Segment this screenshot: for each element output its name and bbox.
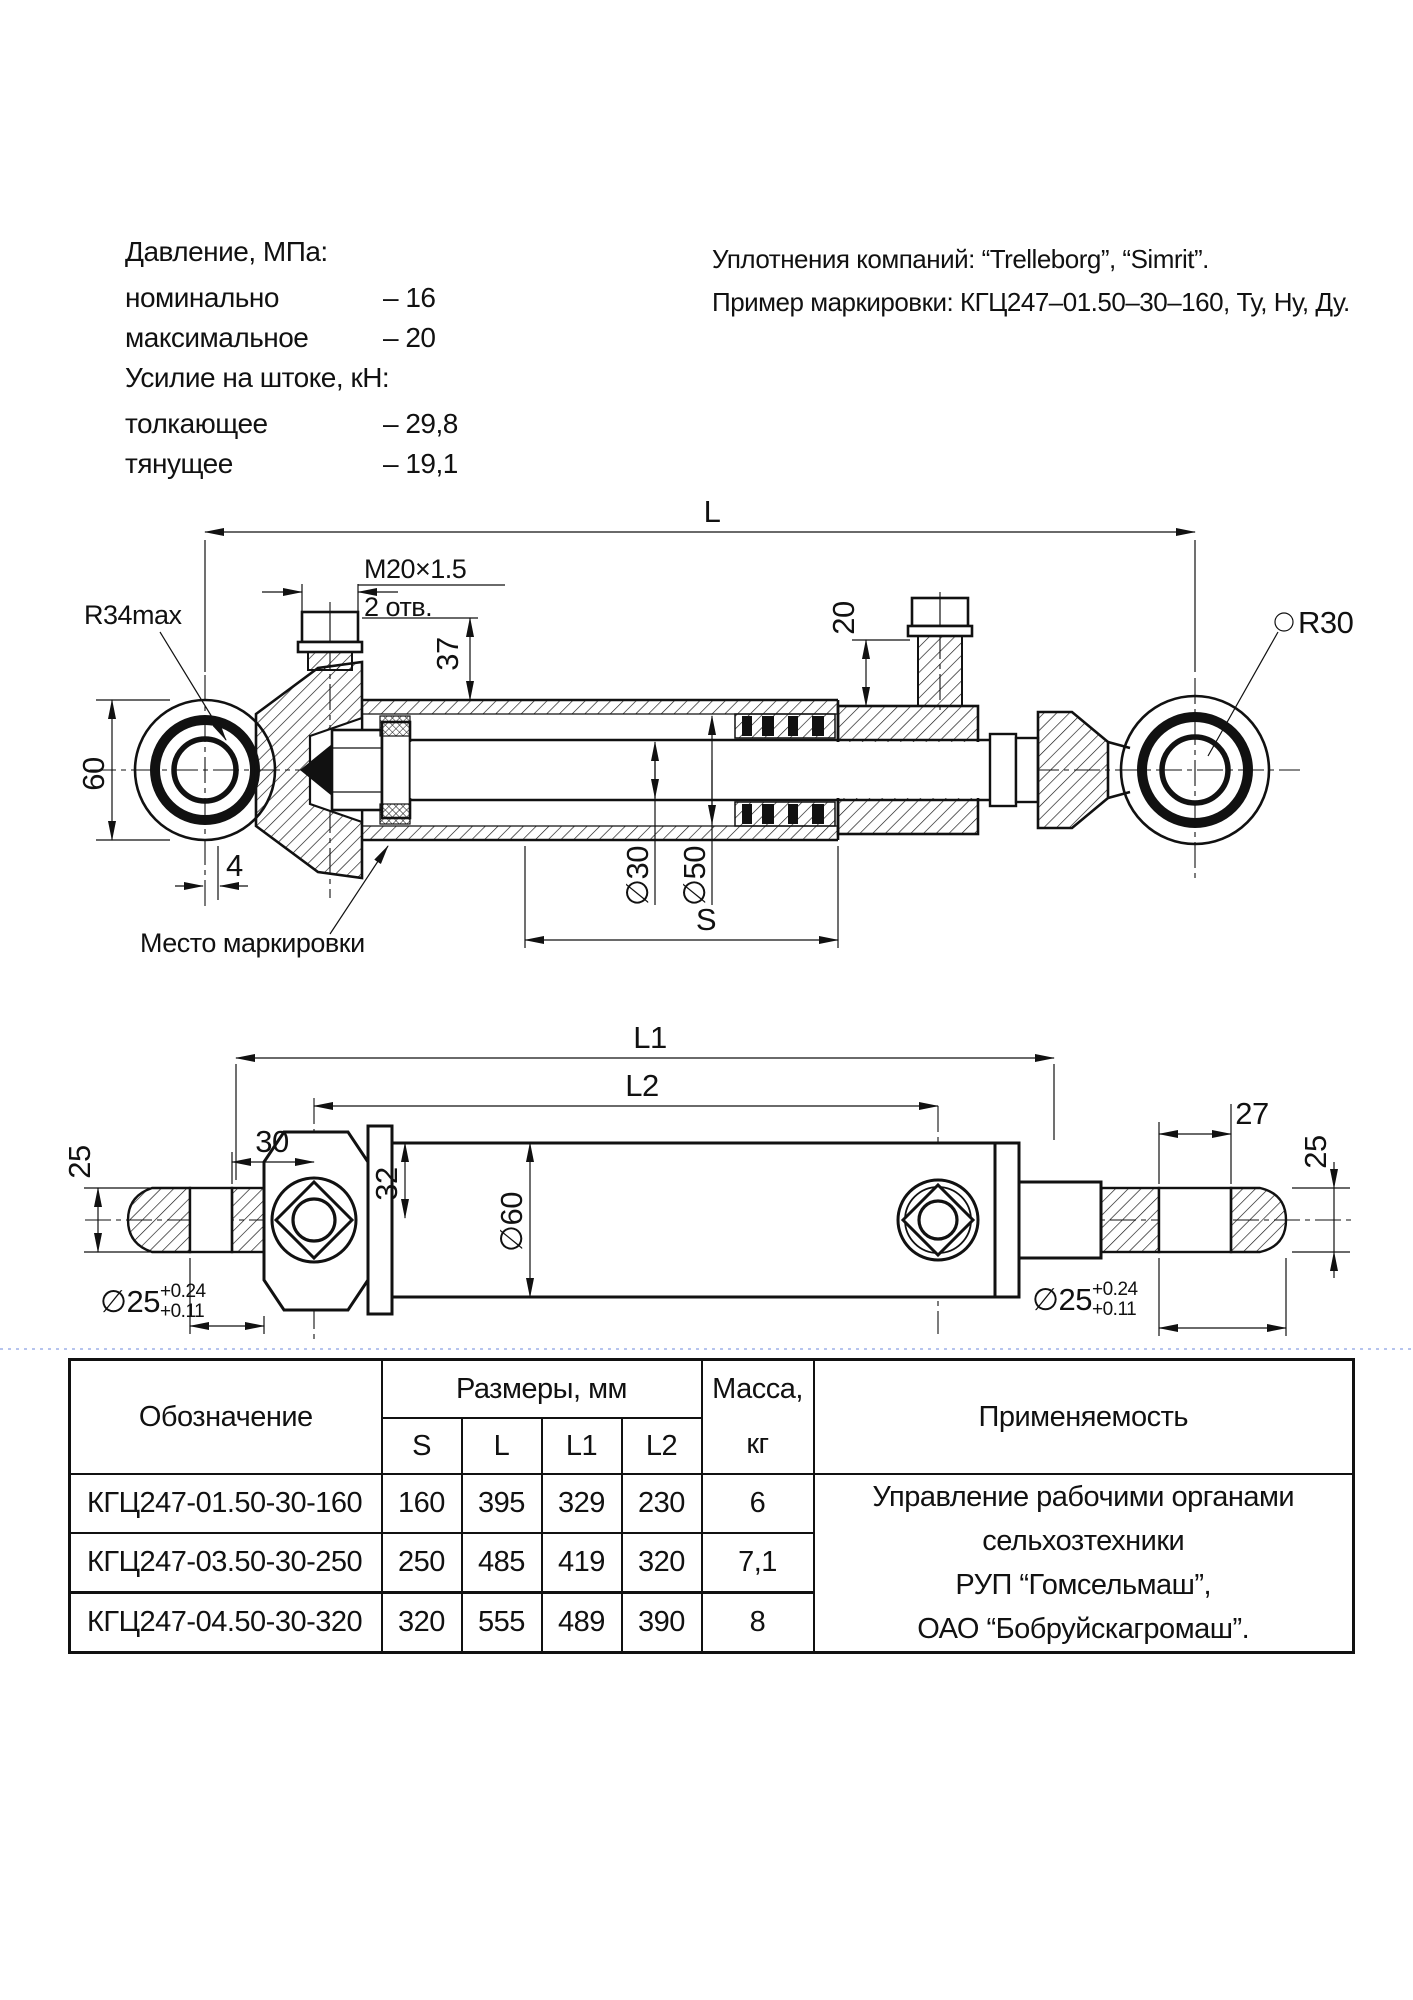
cell-mass: 7,1 xyxy=(702,1533,814,1593)
cell-L: 395 xyxy=(462,1474,542,1533)
header-mass xyxy=(702,1360,814,1475)
cell-mass: 6 xyxy=(702,1474,814,1533)
dia25-tol-lower: +0.11 xyxy=(1092,1299,1137,1320)
marking-place-label: Место маркировки xyxy=(140,928,365,958)
spec-label: толкающее xyxy=(125,408,268,439)
cell-designation: КГЦ247-01.50-30-160 xyxy=(70,1474,382,1533)
app-line: РУП “Гомсельмаш”, xyxy=(955,1569,1212,1601)
dim-27-label: 27 xyxy=(1235,1096,1269,1131)
header-mass-line1: Масса, xyxy=(712,1373,803,1405)
cell-L1: 489 xyxy=(542,1593,622,1653)
force-title: Усилие на штоке, кН: xyxy=(125,362,390,393)
spec-label: тянущее xyxy=(125,448,233,479)
cell-L: 555 xyxy=(462,1593,542,1653)
cell-L2: 230 xyxy=(622,1474,702,1533)
dim-dia60-label: ∅60 xyxy=(494,1192,529,1252)
view2-external-drawing xyxy=(62,1020,1355,1340)
note-marking-example: Пример маркировки: КГЦ247–01.50–30–160, Ту, Ну, Ду. xyxy=(712,287,1350,317)
dim-L2-label: L2 xyxy=(625,1068,659,1103)
dia25-tol-upper: +0.24 xyxy=(160,1281,206,1302)
dim-R34max-label: R34max xyxy=(84,600,182,630)
header-designation: Обозначение xyxy=(70,1360,382,1475)
cell-applicability xyxy=(814,1474,1354,1653)
header-L: L xyxy=(462,1418,542,1474)
table-row xyxy=(70,1474,1354,1533)
dim-dia50-label: ∅50 xyxy=(677,846,712,906)
cell-L1: 419 xyxy=(542,1533,622,1593)
dim-L-label: L xyxy=(703,494,721,529)
dim-37-label: 37 xyxy=(430,637,465,671)
view1-section-drawing xyxy=(76,494,1354,958)
dim-dia30-label: ∅30 xyxy=(620,846,655,906)
app-line: сельхозтехники xyxy=(982,1525,1185,1557)
dim-holes-label: 2 отв. xyxy=(364,592,433,622)
dim-S-label: S xyxy=(695,902,717,937)
cell-L2: 320 xyxy=(622,1533,702,1593)
dim-30-label: 30 xyxy=(255,1124,289,1159)
spec-value: – 16 xyxy=(383,282,436,313)
cell-S: 320 xyxy=(382,1593,462,1653)
app-line: Управление рабочими органами xyxy=(872,1481,1295,1513)
dimensions-table xyxy=(68,1358,1355,1654)
spec-label: максимальное xyxy=(125,322,309,353)
dim-25-left-label: 25 xyxy=(62,1145,97,1179)
cell-L: 485 xyxy=(462,1533,542,1593)
header-L2: L2 xyxy=(622,1418,702,1474)
cell-designation: КГЦ247-04.50-30-320 xyxy=(70,1593,382,1653)
header-L1: L1 xyxy=(542,1418,622,1474)
pressure-title: Давление, МПа: xyxy=(125,236,328,267)
spec-value: – 19,1 xyxy=(383,448,458,479)
spec-label: номинально xyxy=(125,282,279,313)
dim-25-right-label: 25 xyxy=(1298,1135,1333,1169)
cell-S: 250 xyxy=(382,1533,462,1593)
cell-L1: 329 xyxy=(542,1474,622,1533)
dia25-tol-upper: +0.24 xyxy=(1092,1279,1138,1300)
cell-L2: 390 xyxy=(622,1593,702,1653)
header-S: S xyxy=(382,1418,462,1474)
dim-R30-label: R30 xyxy=(1298,605,1354,640)
app-line: ОАО “Бобруйскагромаш”. xyxy=(917,1613,1250,1645)
dim-20-label: 20 xyxy=(826,601,861,635)
dia25-tol-lower: +0.11 xyxy=(160,1301,205,1322)
spec-value: – 20 xyxy=(383,322,436,353)
cell-S: 160 xyxy=(382,1474,462,1533)
dim-L1-label: L1 xyxy=(633,1020,667,1055)
header-applicability: Применяемость xyxy=(814,1360,1354,1475)
header-dimensions: Размеры, мм xyxy=(382,1360,702,1419)
dim-32-label: 32 xyxy=(369,1167,404,1201)
dim-dia25-left-label: ∅25 xyxy=(100,1284,160,1319)
dim-4-label: 4 xyxy=(226,848,243,883)
dim-M20-label: M20×1.5 xyxy=(364,554,467,584)
note-seals: Уплотнения компаний: “Trelleborg”, “Simrit”. xyxy=(712,244,1209,274)
cell-designation: КГЦ247-03.50-30-250 xyxy=(70,1533,382,1593)
spec-value: – 29,8 xyxy=(383,408,458,439)
header-mass-line2: кг xyxy=(746,1428,769,1460)
dim-dia25-right-label: ∅25 xyxy=(1032,1282,1092,1317)
sphere-symbol-icon xyxy=(1275,613,1293,631)
cell-mass: 8 xyxy=(702,1593,814,1653)
dim-60-label: 60 xyxy=(76,757,111,791)
